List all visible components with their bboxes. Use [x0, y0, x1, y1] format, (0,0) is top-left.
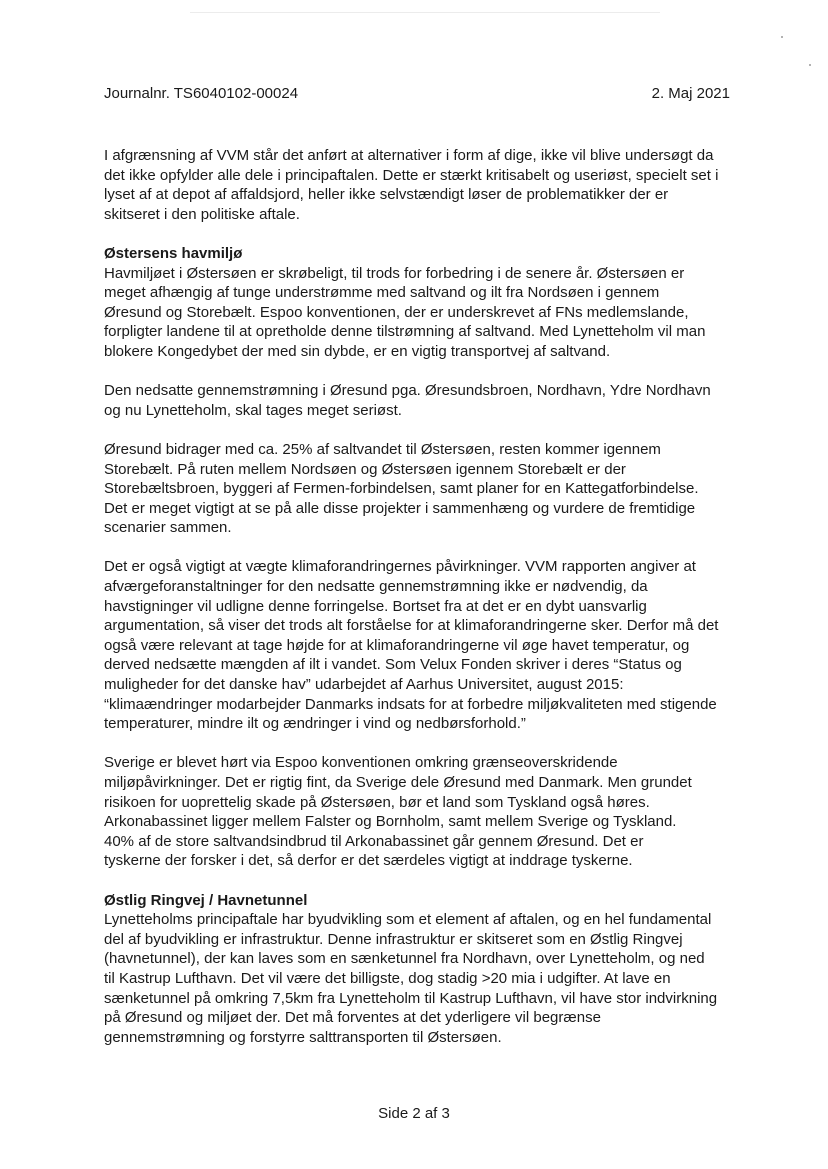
paragraph	[104, 753, 744, 871]
paragraph	[104, 381, 744, 420]
text-line: meget afhængig af tunge understrømme med saltvand og ilt fra Nordsøen i gennem	[104, 284, 660, 302]
scan-speck	[781, 36, 783, 38]
text-line: 40% af de store saltvandsindbrud til Arkonabassinet går gennem Øresund. Det er	[104, 832, 644, 850]
text-line: del af byudvikling er infrastruktur. Denne infrastruktur er skitseret som en Østlig Ringvej	[104, 930, 683, 948]
text-line: Det er også vigtigt at vægte klimaforandringernes påvirkninger. VVM rapporten angiver at	[104, 558, 696, 576]
text-line: argumentation, så viser det trods alt forståelse for at klimaforandringerne sker. Derfor må det	[104, 617, 719, 635]
text-line: gennemstrømning og forstyrre salttransporten til Østersøen.	[104, 1028, 502, 1046]
section-heading: Østlig Ringvej / Havnetunnel	[104, 891, 308, 909]
text-line: og nu Lynetteholm, skal tages meget seriøst.	[104, 401, 402, 419]
text-line: Sverige er blevet hørt via Espoo konventionen omkring grænseoverskridende	[104, 754, 618, 772]
paragraph	[104, 440, 744, 538]
text-line: skitseret i den politiske aftale.	[104, 205, 300, 223]
text-line: Storebælt. På ruten mellem Nordsøen og Østersøen igennem Storebælt er der	[104, 460, 626, 478]
text-line: sænketunnel på omkring 7,5km fra Lynetteholm til Kastrup Lufthavn, vil have stor indvirkning	[104, 989, 718, 1007]
text-line: havstigninger vil udligne denne forringelse. Bortset fra at det er en dybt uansvarlig	[104, 597, 647, 615]
text-line: miljøpåvirkninger. Det er rigtig fint, da Sverige dele Øresund med Danmark. Men grundet	[104, 774, 692, 791]
paragraph	[104, 891, 744, 1048]
text-line: forpligter landene til at opretholde denne tilstrømning af saltvand. Med Lynetteholm vil man	[104, 323, 706, 341]
paragraph-gap	[104, 420, 744, 440]
text-line: på Øresund og miljøet der. Det må forventes at det yderligere vil begrænse	[104, 1009, 601, 1027]
text-line: til Kastrup Lufthavn. Det vil være det billigste, dog stadig >20 mia i udgifter. At lave en	[104, 969, 671, 987]
text-line: afværgeforanstaltninger for den nedsatte gennemstrømning ikke er nødvendig, da	[104, 578, 648, 596]
paragraph-gap	[104, 224, 744, 244]
paragraph-gap	[104, 538, 744, 558]
text-line: det ikke opfylder alle dele i principaftalen. Dette er stærkt kritisabelt og useriøst, specielt set i	[104, 166, 719, 184]
paragraph	[104, 557, 744, 733]
text-line: Øresund bidrager med ca. 25% af saltvandet til Østersøen, resten kommer igennem	[104, 440, 661, 458]
text-line: Arkonabassinet ligger mellem Falster og Bornholm, samt mellem Sverige og Tyskland.	[104, 813, 677, 831]
text-line: muligheder for det danske hav” udarbejdet af Aarhus Universitet, august 2015:	[104, 676, 624, 694]
text-line: “klimaændringer modarbejder Danmarks indsats for at forbedre miljøkvaliteten med stigende	[104, 695, 717, 713]
paragraph-gap	[104, 362, 744, 382]
text-line: (havnetunnel), der kan laves som en sænketunnel fra Nordhavn, over Lynetteholm, og ned	[104, 950, 705, 968]
scan-speck	[809, 64, 811, 66]
document-body	[104, 146, 744, 1047]
journal-number: Journalnr. TS6040102-00024	[104, 85, 299, 102]
scan-top-edge	[190, 12, 660, 13]
text-line: Storebæltsbroen, byggeri af Fermen-forbindelsen, samt planer for en Kattegatforbindelse.	[104, 480, 699, 498]
text-line: temperaturer, mindre ilt og ændringer i vind og nedbørsforhold.”	[104, 715, 526, 733]
text-line: Havmiljøet i Østersøen er skrøbeligt, til trods for forbedring i de senere år. Østersøen er	[104, 264, 685, 282]
text-line: blokere Kongedybet der med sin dybde, er en vigtig transportvej af saltvand.	[104, 342, 611, 360]
text-line: scenarier sammen.	[104, 519, 232, 537]
text-line: Lynetteholms principaftale har byudvikling som et element af aftalen, og en hel fundamental	[104, 911, 712, 929]
paragraph-gap	[104, 871, 744, 891]
text-line: også være relevant at tage højde for at klimaforandringerne vil øge havet temperatur, og	[104, 636, 690, 654]
text-line: I afgrænsning af VVM står det anført at alternativer i form af dige, ikke vil blive undersøgt da	[104, 147, 714, 164]
text-line: Øresund og Storebælt. Espoo konventionen, der er underskrevet af FNs medlemslande,	[104, 303, 689, 321]
text-line: lyset af at depot af affaldsjord, heller ikke selvstændigt løser de problematikker der er	[104, 186, 669, 204]
text-line: Det er meget vigtigt at se på alle disse projekter i sammenhæng og vurdere de fremtidige	[104, 499, 696, 517]
page-number: Side 2 af 3	[378, 1105, 450, 1122]
paragraph	[104, 244, 744, 362]
paragraph-gap	[104, 734, 744, 754]
text-line: tyskerne der forsker i det, så derfor er det særdeles vigtigt at inddrage tyskerne.	[104, 852, 633, 870]
document-date: 2. Maj 2021	[651, 85, 730, 102]
text-line: derved nedsætte mængden af ilt i vandet. Som Velux Fonden skriver i deres “Status og	[104, 656, 682, 674]
text-line: risikoen for uoprettelig skade på Østersøen, bør et land som Tyskland også høres.	[104, 793, 650, 811]
section-heading: Østersens havmiljø	[104, 244, 243, 262]
paragraph	[104, 146, 744, 224]
text-line: Den nedsatte gennemstrømning i Øresund pga. Øresundsbroen, Nordhavn, Ydre Nordhavn	[104, 382, 711, 400]
